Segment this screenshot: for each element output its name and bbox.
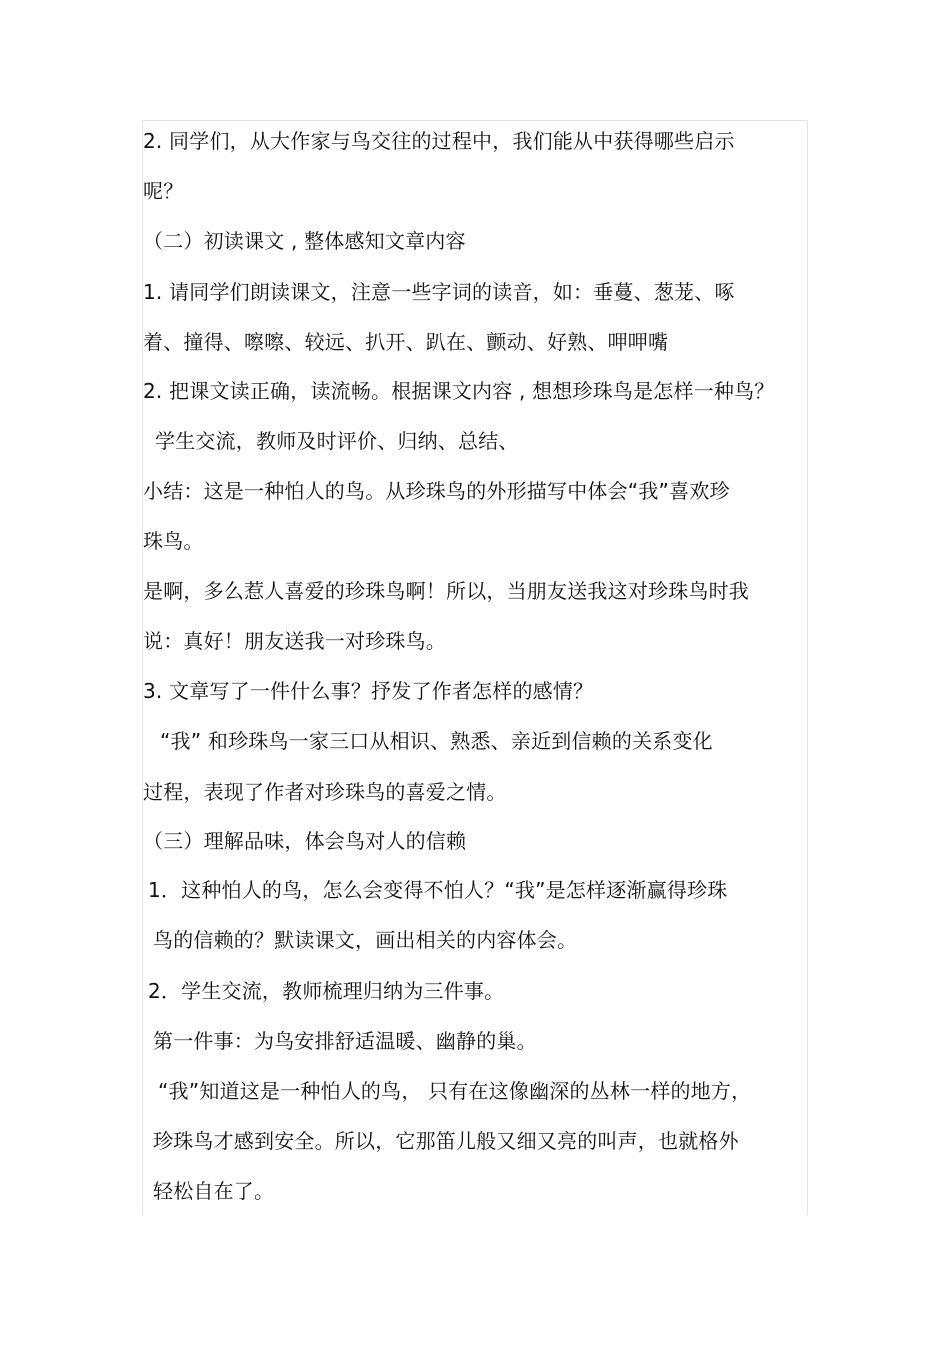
text-line-question-2: 2. 同学们，从大作家与鸟交往的过程中，我们能从中获得哪些启示 bbox=[143, 129, 735, 153]
text-line-step-1: 1. 请同学们朗读课文，注意一些字词的读音，如：垂蔓、葱茏、啄 bbox=[143, 280, 735, 304]
section-heading-3: （三）理解品味，体会鸟对人的信赖 bbox=[143, 829, 467, 853]
text-line-step-3: 3. 文章写了一件什么事？抒发了作者怎样的感情？ bbox=[143, 679, 594, 703]
text-line-first-event-detail-end: 轻松自在了。 bbox=[153, 1179, 275, 1203]
text-line-question-2-cont: 呢？ bbox=[143, 179, 184, 203]
text-line-step-2: 2. 把课文读正确，读流畅。根据课文内容 , 想想珍珠鸟是怎样一种鸟？ bbox=[143, 379, 775, 403]
text-line-q3-1-cont: 鸟的信赖的？默读课文，画出相关的内容体会。 bbox=[153, 928, 578, 952]
text-line-answer-3-cont: 过程，表现了作者对珍珠鸟的喜爱之情。 bbox=[143, 780, 507, 804]
text-line-q3-2: 2．学生交流，教师梳理归纳为三件事。 bbox=[148, 979, 505, 1003]
text-line-first-event-detail: “我”知道这是一种怕人的鸟， 只有在这像幽深的丛林一样的地方， bbox=[158, 1079, 752, 1103]
text-line-first-event: 第一件事：为鸟安排舒适温暖、幽静的巢。 bbox=[153, 1029, 537, 1053]
text-line-student-exchange: 学生交流，教师及时评价、归纳、总结、 bbox=[155, 429, 519, 453]
text-line-q3-1: 1．这种怕人的鸟，怎么会变得不怕人？“我”是怎样逐渐赢得珍珠 bbox=[148, 878, 728, 902]
text-line-summary: 小结：这是一种怕人的鸟。从珍珠鸟的外形描写中体会“我”喜欢珍 bbox=[143, 479, 730, 503]
section-heading-2: （二）初读课文 , 整体感知文章内容 bbox=[143, 229, 466, 253]
text-line-quote: 说：真好！朋友送我一对珍珠鸟。 bbox=[143, 629, 446, 653]
text-line-first-event-detail-cont: 珍珠鸟才感到安全。所以，它那笛儿般又细又亮的叫声，也就格外 bbox=[153, 1129, 739, 1153]
text-line-answer-3: “我” 和珍珠鸟一家三口从相识、熟悉、亲近到信赖的关系变化 bbox=[160, 729, 713, 753]
text-line-step-1-cont: 着、撞得、嚓嚓、较远、扒开、趴在、颤动、好熟、呷呷嘴 bbox=[143, 330, 669, 354]
text-line-summary-cont: 珠鸟。 bbox=[143, 529, 204, 553]
text-line-quote-intro: 是啊，多么惹人喜爱的珍珠鸟啊！所以，当朋友送我这对珍珠鸟时我 bbox=[143, 579, 749, 603]
